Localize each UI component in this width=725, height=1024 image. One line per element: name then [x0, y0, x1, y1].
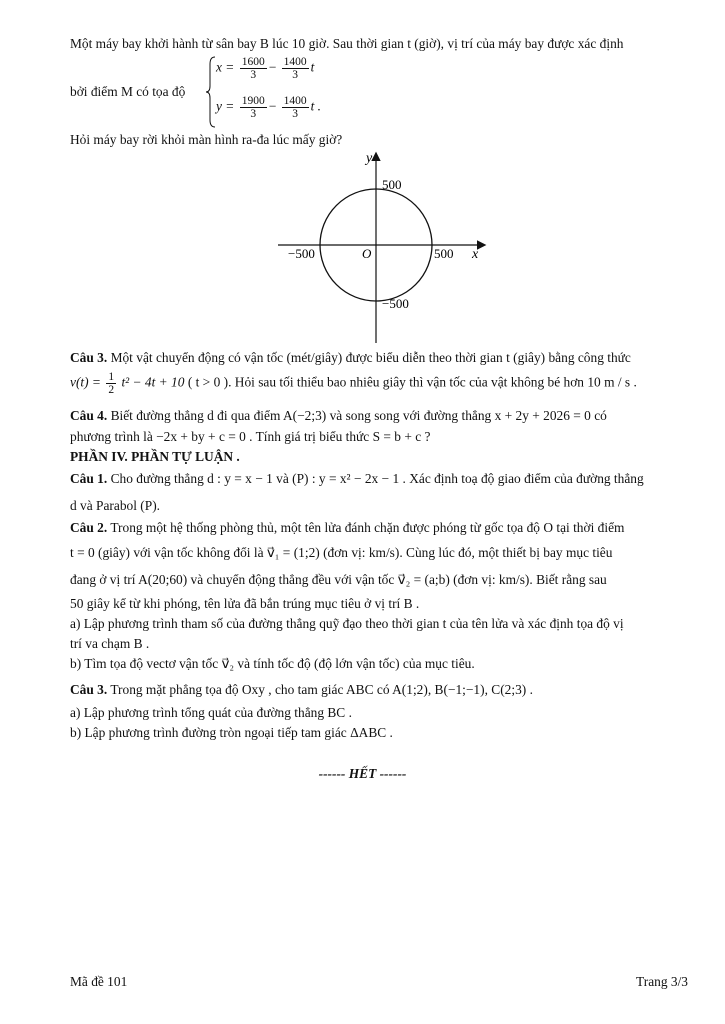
tl-cau2-line3: đang ở vị trí A(20;60) và chuyển động thẳng đều với vận tốc v⃗₂ = (a;b) (đơn vị: km/s). Biết rằng sau: [70, 572, 607, 587]
eq-x-frac1: $\frac{1600}{3}$: [241, 56, 265, 81]
tick-top: 500: [382, 177, 402, 192]
cau3-formula: v(t) = $\frac{1}{2}$ t² − 4t + 10 ( t > 0 ). Hỏi sau tối thiểu bao nhiêu giây thì vận tốc của vật không bé hơn 10 m / s .: [70, 371, 637, 396]
tl-cau3-part-a: a) Lập phương trình tổng quát của đường thẳng BC .: [70, 705, 352, 720]
cau3-label: Câu 3.: [70, 350, 108, 365]
tl-cau2-part-b: b) Tìm tọa độ vectơ vận tốc v⃗₂ và tính tốc độ (độ lớn vận tốc) của mục tiêu.: [70, 656, 475, 671]
cau4-label: Câu 4.: [70, 408, 108, 423]
tl-cau1-line2: d và Parabol (P).: [70, 498, 160, 513]
tl-cau2-line2: t = 0 (giây) với vận tốc không đổi là v⃗₁ = (1;2) (đơn vị: km/s). Cùng lúc đó, một thiết bị bay mục tiêu: [70, 545, 613, 560]
equation-x: x = $\frac{1600}{3}$ − $\frac{1400}{3}$ t: [216, 56, 315, 81]
tl-cau1-line1: Câu 1. Cho đường thẳng d : y = x − 1 và (P) : y = x² − 2x − 1 . Xác định toạ độ giao điểm của đường thẳng: [70, 471, 644, 486]
cau3-frac: $\frac{1}{2}$: [108, 371, 115, 396]
tl-cau3-label: Câu 3.: [70, 682, 108, 697]
tl-cau2-part-a1: a) Lập phương trình tham số của đường thẳng quỹ đạo theo thời gian t của tên lửa và xác định tọa độ vị: [70, 616, 624, 631]
footer-code: Mã đề 101: [70, 974, 128, 989]
tl-cau2-line4: 50 giây kể từ khi phóng, tên lửa đã bắn trúng mục tiêu ở vị trí B .: [70, 596, 420, 611]
part4-title: PHẦN IV. PHẦN TỰ LUẬN .: [70, 449, 240, 464]
problem-intro-line1: Một máy bay khởi hành từ sân bay B lúc 10 giờ. Sau thời gian t (giờ), vị trí của máy bay được xác định: [70, 36, 624, 51]
problem-intro-line2: bởi điểm M có tọa độ: [70, 84, 186, 99]
cau4-line1: Câu 4. Biết đường thẳng d đi qua điểm A(−2;3) và song song với đường thẳng x + 2y + 2026 = 0 có: [70, 408, 607, 423]
end-mark: ------ HẾT ------: [318, 766, 407, 781]
tl-cau2-line1: Câu 2. Trong một hệ thống phòng thủ, một tên lửa đánh chặn được phóng từ gốc tọa độ O tại thời điểm: [70, 520, 625, 535]
eq-y-frac2: $\frac{1400}{3}$: [283, 95, 307, 120]
cau3-line1: Câu 3. Một vật chuyển động có vận tốc (mét/giây) được biểu diễn theo thời gian t (giây) bằng công thức: [70, 350, 631, 365]
footer-page: Trang 3/3: [636, 974, 688, 989]
y-axis-label: y: [366, 151, 373, 166]
tick-left: −500: [288, 246, 315, 261]
eq-y-frac1: $\frac{1900}{3}$: [241, 95, 265, 120]
eq-x-lhs: x =: [216, 59, 235, 75]
tl-cau3-part-b: b) Lập phương trình đường tròn ngoại tiếp tam giác ΔABC .: [70, 725, 393, 740]
radar-diagram: [270, 148, 490, 348]
x-axis-label: x: [472, 247, 479, 262]
tl-cau2-label: Câu 2.: [70, 520, 108, 535]
tick-bottom: −500: [382, 296, 409, 311]
tick-right: 500: [434, 246, 454, 261]
tl-cau2-part-a2: trí va chạm B .: [70, 636, 150, 651]
tl-cau3-line1: Câu 3. Trong mặt phẳng tọa độ Oxy , cho tam giác ABC có A(1;2), B(−1;−1), C(2;3) .: [70, 682, 533, 697]
tl-cau1-label: Câu 1.: [70, 471, 108, 486]
problem-question: Hỏi máy bay rời khỏi màn hình ra-đa lúc mấy giờ?: [70, 132, 343, 147]
origin-label: O: [362, 246, 372, 261]
eq-x-frac2: $\frac{1400}{3}$: [283, 56, 307, 81]
system-brace: [206, 56, 216, 128]
cau4-line2: phương trình là −2x + by + c = 0 . Tính giá trị biểu thức S = b + c ?: [70, 429, 431, 444]
equation-y: y = $\frac{1900}{3}$ − $\frac{1400}{3}$ t .: [216, 95, 322, 120]
eq-y-lhs: y =: [216, 98, 235, 114]
